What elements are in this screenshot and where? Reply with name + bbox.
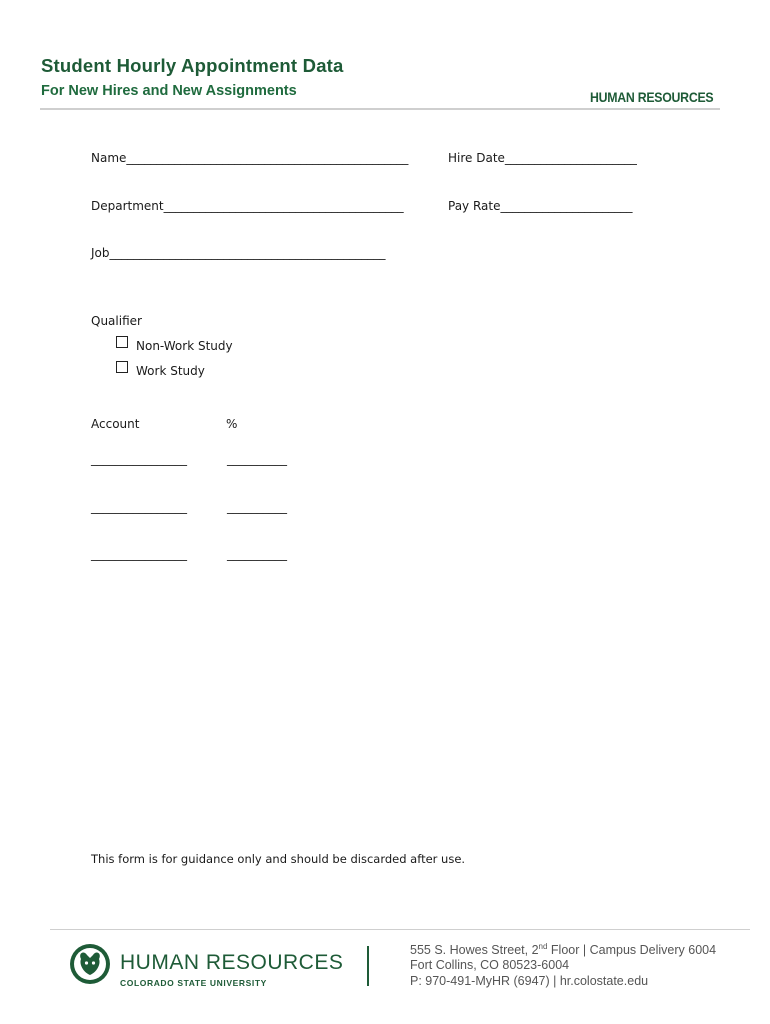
account-input-3[interactable]: ________________ <box>91 547 187 561</box>
logo-subtitle: COLORADO STATE UNIVERSITY <box>120 978 267 988</box>
percent-input-3[interactable]: __________ <box>227 547 287 561</box>
footer-divider <box>50 929 750 930</box>
percent-header: % <box>226 417 238 431</box>
non-work-study-checkbox[interactable] <box>116 336 128 348</box>
header-divider <box>40 108 720 110</box>
job-field[interactable]: Job______________________________________________ <box>91 246 386 260</box>
csu-ram-logo-icon <box>68 942 112 986</box>
form-title: Student Hourly Appointment Data <box>41 55 344 76</box>
work-study-checkbox[interactable] <box>116 361 128 373</box>
work-study-label: Work Study <box>136 364 205 378</box>
logo-title: HUMAN RESOURCES <box>120 951 344 974</box>
contact-line: P: 970-491-MyHR (6947) | hr.colostate.edu <box>410 974 649 988</box>
form-subtitle: For New Hires and New Assignments <box>41 83 297 99</box>
hire-date-field[interactable]: Hire Date______________________ <box>448 151 637 165</box>
name-field[interactable]: Name_______________________________________________ <box>91 151 409 165</box>
guidance-note: This form is for guidance only and should be discarded after use. <box>91 852 466 866</box>
account-header: Account <box>91 417 140 431</box>
account-input-1[interactable]: ________________ <box>91 452 187 466</box>
non-work-study-label: Non-Work Study <box>136 339 233 353</box>
footer-separator <box>367 946 369 986</box>
address-street: 555 S. Howes Street, 2 <box>410 943 539 958</box>
pay-rate-field[interactable]: Pay Rate______________________ <box>448 199 633 213</box>
qualifier-label: Qualifier <box>91 314 142 328</box>
address-floor-suffix: nd <box>538 942 548 951</box>
account-input-2[interactable]: ________________ <box>91 500 187 514</box>
department-brand: HUMAN RESOURCES <box>590 89 714 105</box>
percent-input-1[interactable]: __________ <box>227 452 287 466</box>
address-line <box>410 942 716 957</box>
department-field[interactable]: Department________________________________________ <box>91 199 404 213</box>
address-delivery: Floor | Campus Delivery 6004 <box>547 943 717 958</box>
percent-input-2[interactable]: __________ <box>227 500 287 514</box>
city-line: Fort Collins, CO 80523-6004 <box>410 958 570 972</box>
